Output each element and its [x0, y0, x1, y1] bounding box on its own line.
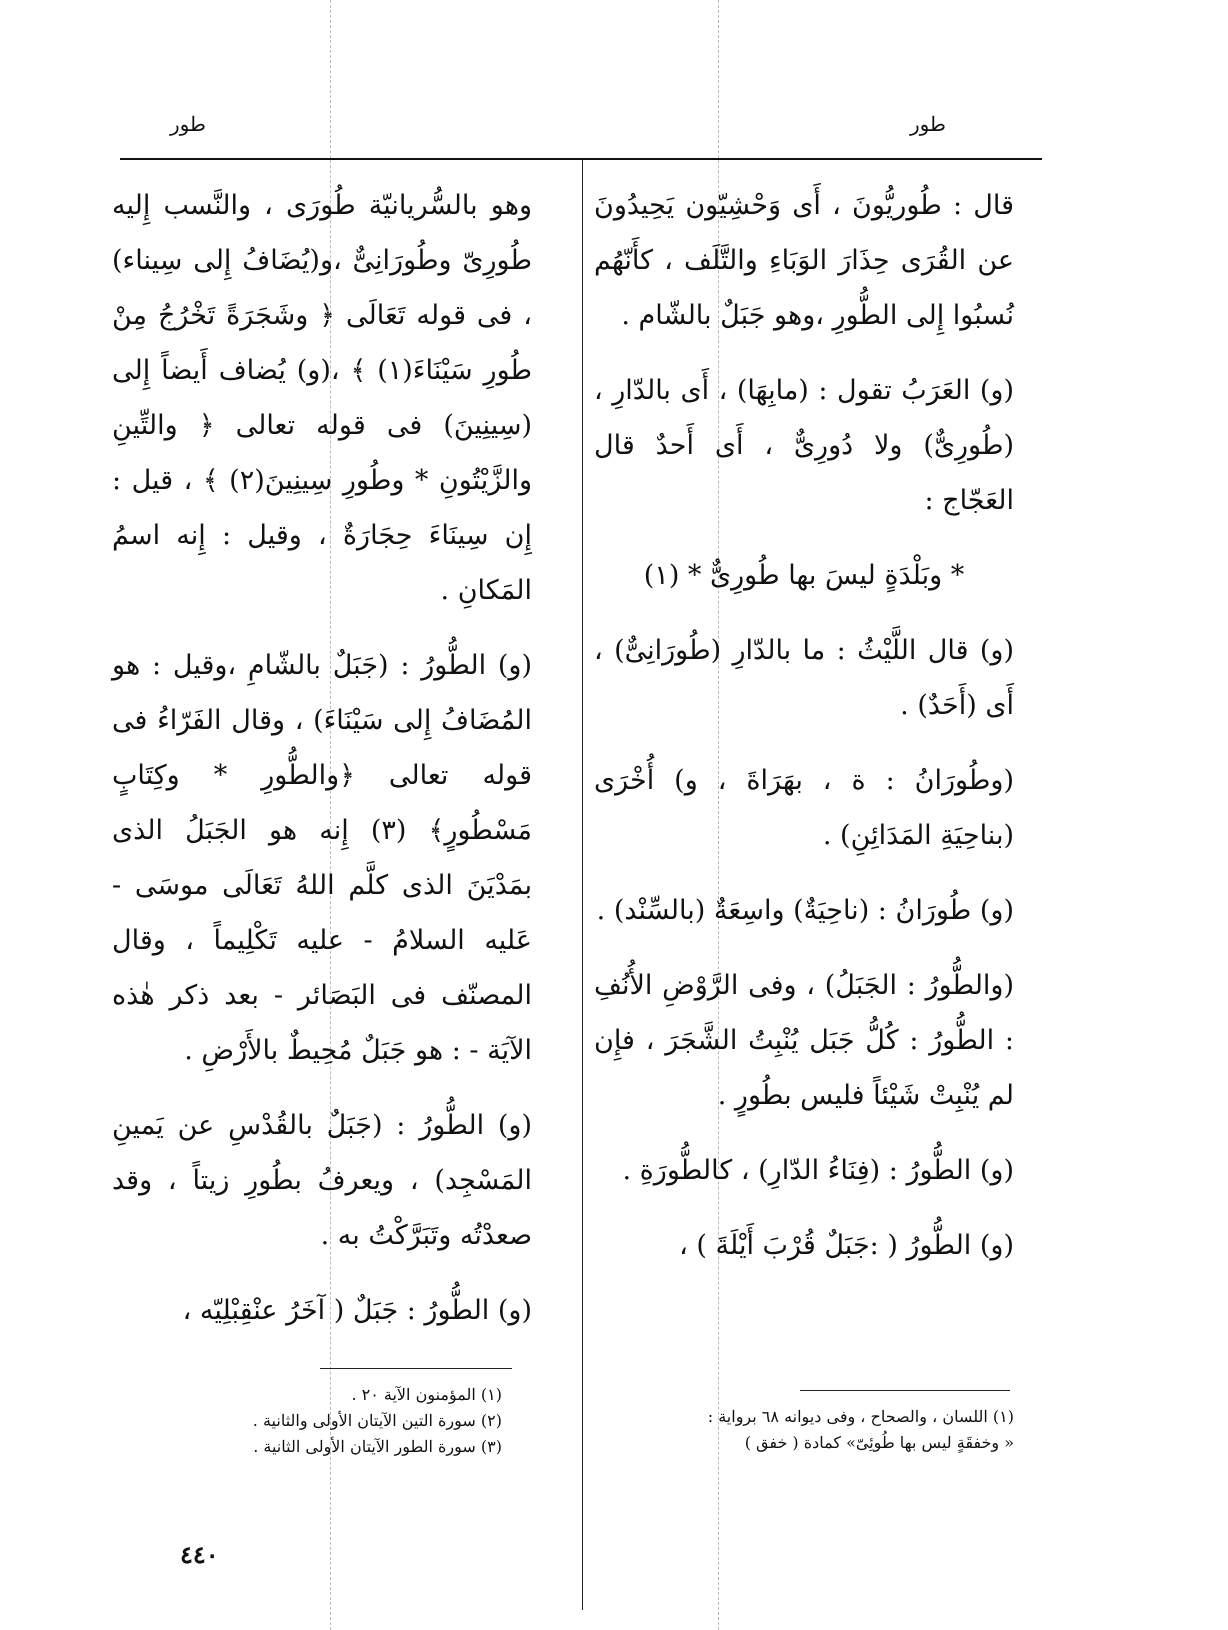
entry-paragraph: (و) الطُّورُ : جَبَلٌ ( آخَرُ عنْقِبْلِيّه ، [182, 1295, 532, 1326]
entry-paragraph: (و) الطُّورُ : (جَبَلٌ بالقُدْسِ عن يَمينِ المَسْجِد) ، ويعرفُ بطُورِ زيتاً ، وقد صعدْتُه وتَبَرَّكْتُ به . [112, 1110, 532, 1251]
entry-paragraph: (و) الطُّورُ ( :جَبَلٌ قُرْبَ أَيْلَةَ ) ، [679, 1230, 1014, 1261]
page-number: ٤٤٠ [180, 1540, 219, 1569]
footnotes-left [112, 1382, 502, 1460]
footnotes-right [594, 1404, 1014, 1456]
verse-line: * وبَلْدَةٍ ليسَ بها طُورِىٌّ * (١) [643, 560, 965, 591]
footnote-rule-left [320, 1368, 512, 1369]
entry-paragraph: (و) الطُّورُ : (فِنَاءُ الدّارِ) ، كالطُّورَةِ . [622, 1155, 1014, 1186]
running-header-right: طور [910, 112, 946, 136]
entry-paragraph: (و) قال اللَّيْثُ : ما بالدّارِ (طُورَانِىٌّ) ، أَى (أَحَدٌ) . [594, 635, 1014, 721]
footnote-rule-right [800, 1390, 1010, 1391]
footnote: « وخفقَةٍ ليس بها طُوئِىّ» كمادة ( خفق ) [744, 1433, 1014, 1452]
entry-paragraph: (و) العَرَبُ تقول : (مابِهَا) ، أَى بالدّارِ ، (طُورِىٌّ) ولا دُورِىٌّ ، أَى أَحدٌ قال العَجّاج : [594, 375, 1014, 516]
header-rule [120, 158, 1042, 160]
entry-paragraph: قال : طُوريُّونَ ، أَى وَحْشِيّون يَحِيدُونَ عن القُرَى حِذَارَ الوَبَاءِ والتَّلَف ، كأَنّهُم نُسبُوا إِلى الطُّورِ ،وهو جَبَلٌ بالشّام . [594, 190, 1014, 331]
footnote: (٢) سورة التين الآيتان الأولى والثانية . [252, 1411, 502, 1430]
entry-paragraph: (و) الطُّورُ : (جَبَلٌ بالشّامِ ،وقيل : هو المُضَافُ إِلى سَيْنَاءَ) ، وقال الفَرّاءُ فى قوله تعالى ﴿والطُّورِ * وكِتَابٍ مَسْطُورٍ﴾ (٣) إِنه هو الجَبَلُ الذى بمَدْيَنَ الذى كلَّم اللهُ تَعَالَى موسَى - عَليه السلامُ - عليه تَكْلِيماً ، وقال المصنّف فى البَصَائر - بعد ذكر هٰذه الآيَة - : هو جَبَلٌ مُحِيطٌ بالأَرْضِ . [112, 650, 533, 1066]
footnote: (١) اللسان ، والصحاح ، وفى ديوانه ٦٨ برواية : [707, 1407, 1014, 1426]
left-column [112, 178, 532, 1358]
column-divider [582, 160, 583, 1610]
entry-paragraph: (وطُورَانُ : ة ، بهَرَاةَ ، و) أُخْرَى (بناحِيَةِ المَدَائِنِ) . [594, 765, 1014, 851]
footnote: (١) المؤمنون الآية ٢٠ . [351, 1385, 502, 1404]
entry-paragraph: وهو بالسُّريانيّة طُورَى ، والنَّسب إِليه طُورِىّ وطُورَانِىٌّ ،و(يُضَافُ إِلى سِيناء) ، فى قوله تَعَالَى ﴿ وشَجَرَةً تَخْرُجُ مِنْ طُورِ سَيْنَاءَ(١) ﴾ ،(و) يُضاف أَيضاً إِلى (سِينِينَ) فى قوله تعالى ﴿ والتِّينِ والزَّيْتُونِ * وطُورِ سِينِينَ(٢) ﴾ ، قيل : إِن سِينَاءَ حِجَارَةٌ ، وقيل : إِنه اسمُ المَكانِ . [112, 190, 533, 606]
footnote: (٣) سورة الطور الآيتان الأولى الثانية . [253, 1437, 502, 1456]
right-column [594, 178, 1014, 1293]
entry-paragraph: (والطُّورُ : الجَبَلُ) ، وفى الرَّوْضِ الأُنُفِ : الطُّورُ : كُلُّ جَبَل يُنْبِتُ الشَّجَرَ ، فإِن لم يُنْبِتْ شَيْئاً فليس بطُورٍ . [594, 970, 1014, 1111]
running-header-left: طور [170, 112, 206, 136]
entry-paragraph: (و) طُورَانُ : (ناحِيَةٌ) واسِعَةٌ (بالسِّنْد) . [596, 895, 1014, 926]
